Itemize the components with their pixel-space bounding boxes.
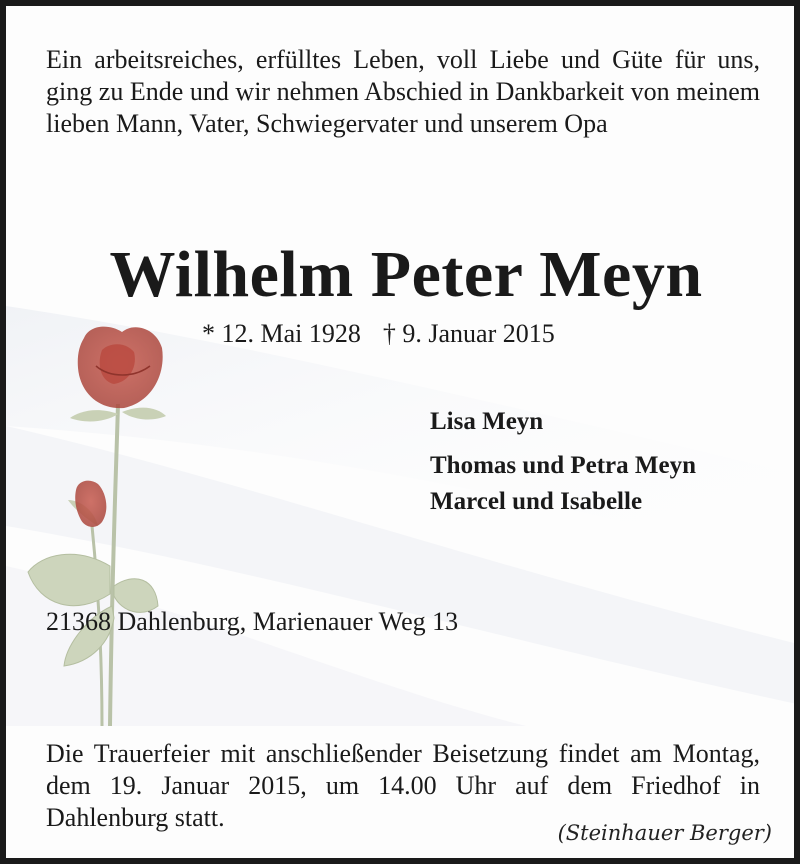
funeral-home-signature: (Steinhauer Berger) [557,821,772,845]
deceased-name: Wilhelm Peter Meyn [109,238,703,311]
funeral-service-text: Die Trauerfeier mit anschließender Beisetzung findet am Montag, dem 19. Januar 2015, um 14.00 Uhr auf dem Friedhof in Dahlenburg statt. [46,739,760,832]
address: 21368 Dahlenburg, Marienauer Weg 13 [46,607,459,636]
birth-date: * 12. Mai 1928 [202,319,361,348]
mourners-list [430,404,696,520]
death-date: † 9. Januar 2015 [382,319,555,348]
intro-text: Ein arbeitsreiches, erfülltes Leben, voll Liebe und Güte für uns, ging zu Ende und wir nehmen Abschied in Dankbarkeit von meinem lieben Mann, Vater, Schwiegervater und unserem Opa [46,45,760,138]
mourner-name: Lisa Meyn [430,408,544,435]
life-dates [202,318,577,350]
mourner-name: Thomas und Petra Meyn [430,452,696,479]
mourner-name: Marcel und Isabelle [430,488,643,515]
